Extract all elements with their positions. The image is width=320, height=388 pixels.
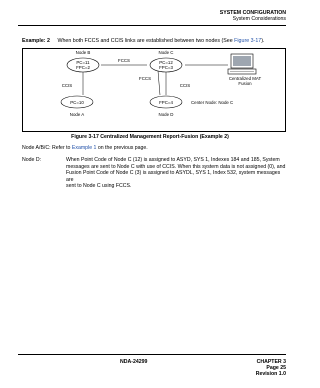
network-diagram [23,49,285,131]
label-center-node: Center Node: Node C [191,100,234,105]
label-node-a: Node A [69,112,85,117]
p2-line: When Point Code of Node C (12) is assigned to ASYD, SYS 1, Indexes 184 and 185, System [66,157,280,163]
label-node-d: Node D [158,112,174,117]
p2-line: messages are sent to Node C with use of CCIS. When this system data is not assigned (0), and [66,163,286,170]
label-node-b: Node B [75,50,91,55]
label-mat-1: Centralized MAT [228,76,262,81]
footer-revision: Revision 1.0 [255,371,286,377]
paragraph-node-abc [22,145,148,152]
label-fccs-top: FCCS [118,58,130,63]
label-pc-d: FPC=4 [159,100,173,105]
example-text-post: ). [261,38,265,44]
label-pc-c2: FPC=3 [159,65,173,70]
label-ccis-right: CCIS [179,83,191,88]
figure-caption: Figure 3-17 Centralized Management Report-Fusion (Example 2) [71,134,229,140]
header-rule [18,25,286,26]
label-mat-2: Fusion [238,81,252,86]
computer-icon [228,54,256,74]
example-text-pre: When both FCCS and CCIS links are established between two nodes (See [57,38,235,44]
header-title: SYSTEM CONFIGURATION [219,10,286,16]
node-d-term: Node D: [22,157,42,163]
footer-page: Page 25 [266,365,286,371]
label-node-c: Node C [158,50,174,55]
figure-link[interactable]: Figure 3-17 [234,38,262,44]
label-ccis-left: CCIS [61,83,73,88]
p1-pre: Node A/B/C: Refer to [22,145,72,151]
header-subtitle: System Considerations [232,16,286,22]
example-line [22,38,264,45]
p2-line: Fusion Point Code of Node C (3) is assigned to ASYDL, SYS 1, Index 532, system messages are [66,170,281,183]
label-pc-b2: FPC=2 [76,65,90,70]
link-fccs-c-d [158,71,160,95]
example-label: Example: 2 [22,38,50,44]
label-pc-b1: PC=11 [76,60,90,65]
paragraph-node-d [66,157,288,190]
example1-link[interactable]: Example 1 [71,145,97,151]
page-header [220,10,286,22]
footer-chapter: CHAPTER 3 [256,359,286,365]
p1-post: on the previous page. [96,145,148,151]
label-pc-a: PC=10 [70,100,84,105]
footer-right [256,359,286,377]
footer-doc: NDA-24299 [120,359,148,365]
footer-rule [18,354,286,355]
label-fccs-diag: FCCS [139,76,151,81]
p2-line: sent to Node C using FCCS. [66,183,132,190]
figure-box [22,48,286,132]
label-pc-c1: PC=12 [159,60,173,65]
